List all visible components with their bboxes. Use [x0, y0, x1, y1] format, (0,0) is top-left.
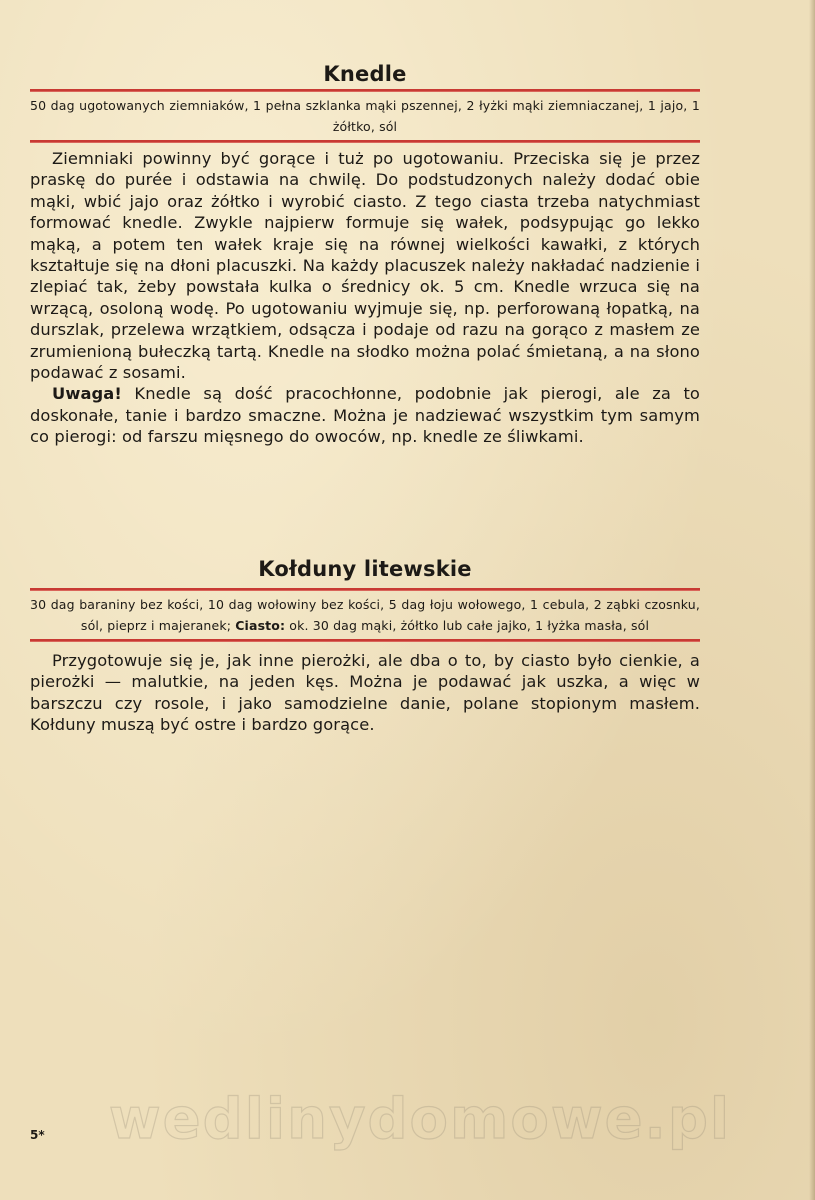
ingredients-subheading: Ciasto:	[235, 618, 286, 633]
ingredients-list	[30, 591, 700, 639]
ingredients-part: ok. 30 dag mąki, żółtko lub całe jajko, 1 łyżka masła, sól	[285, 618, 650, 633]
instructions-paragraph: Przygotowuje się je, jak inne pierożki, ale dba o to, by ciasto było cienkie, a pierożki — malutkie, na jeden kęs. Można je podawać jak uszka, a więc w barszczu czy rosole, i jako samodzielne danie, polane stopionym masłem. Kołduny muszą być ostre i bardzo gorące.	[30, 651, 700, 735]
recipe-kolduny	[30, 556, 700, 736]
note-label: Uwaga!	[52, 384, 122, 404]
red-divider	[30, 639, 700, 642]
recipe-instructions	[30, 650, 700, 736]
recipe-title: Knedle	[323, 62, 407, 86]
ingredients-list: 50 dag ugotowanych ziemniaków, 1 pełna szklanka mąki pszennej, 2 łyżki mąki ziemniaczanej, 1 jajo, 1 żółtko, sól	[30, 98, 700, 134]
red-divider	[30, 140, 700, 143]
instructions-paragraph: Ziemniaki powinny być gorące i tuż po ugotowaniu. Przeciska się je przez praskę do purée i odstawia na chwilę. Do podstudzonych należy dodać obie mąki, wbić jajo oraz żółtko i wyrobić ciasto. Z tego ciasta trzeba natychmiast formować knedle. Zwykle najpierw formuje się wałek, podsypując go lekko mąką, a potem ten wałek kraje się na równej wielkości kawałki, z których kształtuje się na dłoni placuszki. Na każdy placuszek należy nakładać nadzienie i zlepiać tak, żeby powstała kulka o średnicy ok. 5 cm. Knedle wrzuca się na wrzącą, osoloną wodę. Po ugotowaniu wyjmuje się, np. perforowaną łopatką, na durszlak, przelewa wrzątkiem, odsącza i podaje od razu na gorąco z masłem ze zrumienioną bułeczką tartą. Knedle na słodko można polać śmietaną, a na słono podawać z sosami.	[30, 149, 700, 383]
note-paragraph	[30, 383, 700, 447]
ingredients-part: 30 dag baraniny bez kości, 10 dag wołowiny bez kości, 5 dag łoju wołowego, 1 cebula, 2 ząbki czosnku, sól, pieprz i majeranek;	[30, 597, 700, 633]
recipe-title: Kołduny litewskie	[258, 557, 472, 581]
note-text: Knedle są dość pracochłonne, podobnie jak pierogi, ale za to doskonałe, tanie i bardzo smaczne. Można je nadziewać wszystkim tym samym co pierogi: od farszu mięsnego do owoców, np. knedle ze śliwkami.	[30, 384, 700, 447]
page-edge-shadow	[809, 0, 815, 1200]
recipe-knedle	[30, 61, 700, 448]
watermark: wedlinydomowe.pl	[108, 1087, 732, 1152]
recipe-instructions	[30, 148, 700, 448]
page-number: 5*	[30, 1128, 45, 1142]
